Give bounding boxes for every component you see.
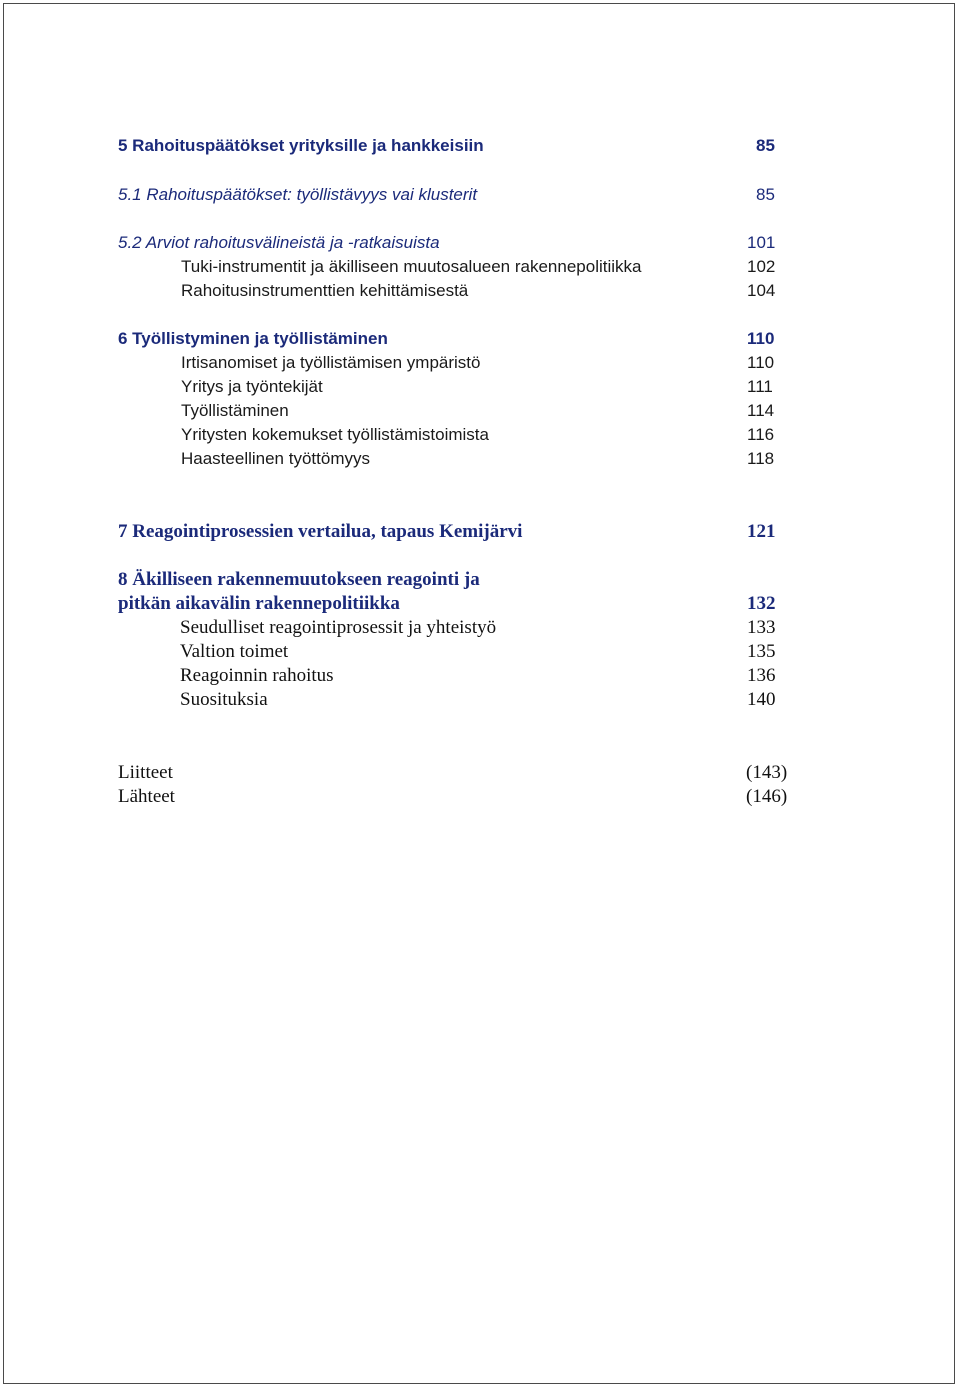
toc-entry-title: 5.2 Arviot rahoitusvälineistä ja -ratkaisuista: [118, 233, 440, 252]
toc-entry-title: Lähteet: [118, 786, 175, 807]
toc-entry-page: 102: [747, 257, 776, 276]
toc-entry-page: 135: [747, 641, 776, 662]
toc-entry-page: 85: [756, 185, 775, 204]
toc-entry-page: 140: [747, 689, 776, 710]
toc-entry-page: 101: [747, 233, 776, 252]
toc-entry-page: 85: [756, 136, 775, 155]
toc-entry-title: Rahoitusinstrumenttien kehittämisestä: [181, 281, 469, 300]
toc-entry-title: Irtisanomiset ja työllistämisen ympäristö: [181, 353, 481, 372]
toc-entry-title: Tuki-instrumentit ja äkilliseen muutosalueen rakennepolitiikka: [181, 257, 642, 276]
toc-entry-title: 5.1 Rahoituspäätökset: työllistävyys vai klusterit: [118, 185, 478, 204]
toc-entry-page: (146): [746, 786, 788, 807]
toc-entry-title: Liitteet: [118, 762, 173, 783]
toc-entry-title: 7 Reagointiprosessien vertailua, tapaus Kemijärvi: [118, 521, 523, 542]
toc-entry-title: Työllistäminen: [181, 401, 289, 420]
toc-entry-page: 111: [747, 377, 773, 396]
toc-entry-page: 118: [747, 449, 775, 468]
toc-entry-title: Suosituksia: [180, 689, 268, 710]
toc-entry-title: 8 Äkilliseen rakennemuutokseen reagointi ja: [118, 569, 480, 590]
toc-entry-page: 133: [747, 617, 776, 638]
toc-entry-title: 5 Rahoituspäätökset yrityksille ja hankkeisiin: [118, 136, 484, 155]
toc-entry-page: 136: [747, 665, 776, 686]
toc-entry-page: 104: [747, 281, 776, 300]
toc-entry-title: Yritys ja työntekijät: [181, 377, 323, 396]
toc-entry-page: 110: [747, 329, 775, 348]
toc-entry-page: 110: [747, 353, 775, 372]
toc-entry-title: Seudulliset reagointiprosessit ja yhteistyö: [180, 617, 497, 638]
toc-entry-title: Reagoinnin rahoitus: [180, 665, 334, 686]
toc-entry-title: pitkän aikavälin rakennepolitiikka: [118, 593, 400, 614]
toc-entry-title: Haasteellinen työttömyys: [181, 449, 370, 468]
toc-entry-page: 132: [747, 593, 776, 614]
toc-entry-page: 121: [747, 521, 776, 542]
toc-entry-page: 114: [747, 401, 775, 420]
toc-entry-page: (143): [746, 762, 788, 783]
toc-entry-title: Yritysten kokemukset työllistämistoimista: [181, 425, 489, 444]
toc-entry-page: 116: [747, 425, 775, 444]
toc-entry-title: 6 Työllistyminen ja työllistäminen: [118, 329, 388, 348]
document-page: [3, 3, 955, 1384]
toc-entry-title: Valtion toimet: [180, 641, 289, 662]
